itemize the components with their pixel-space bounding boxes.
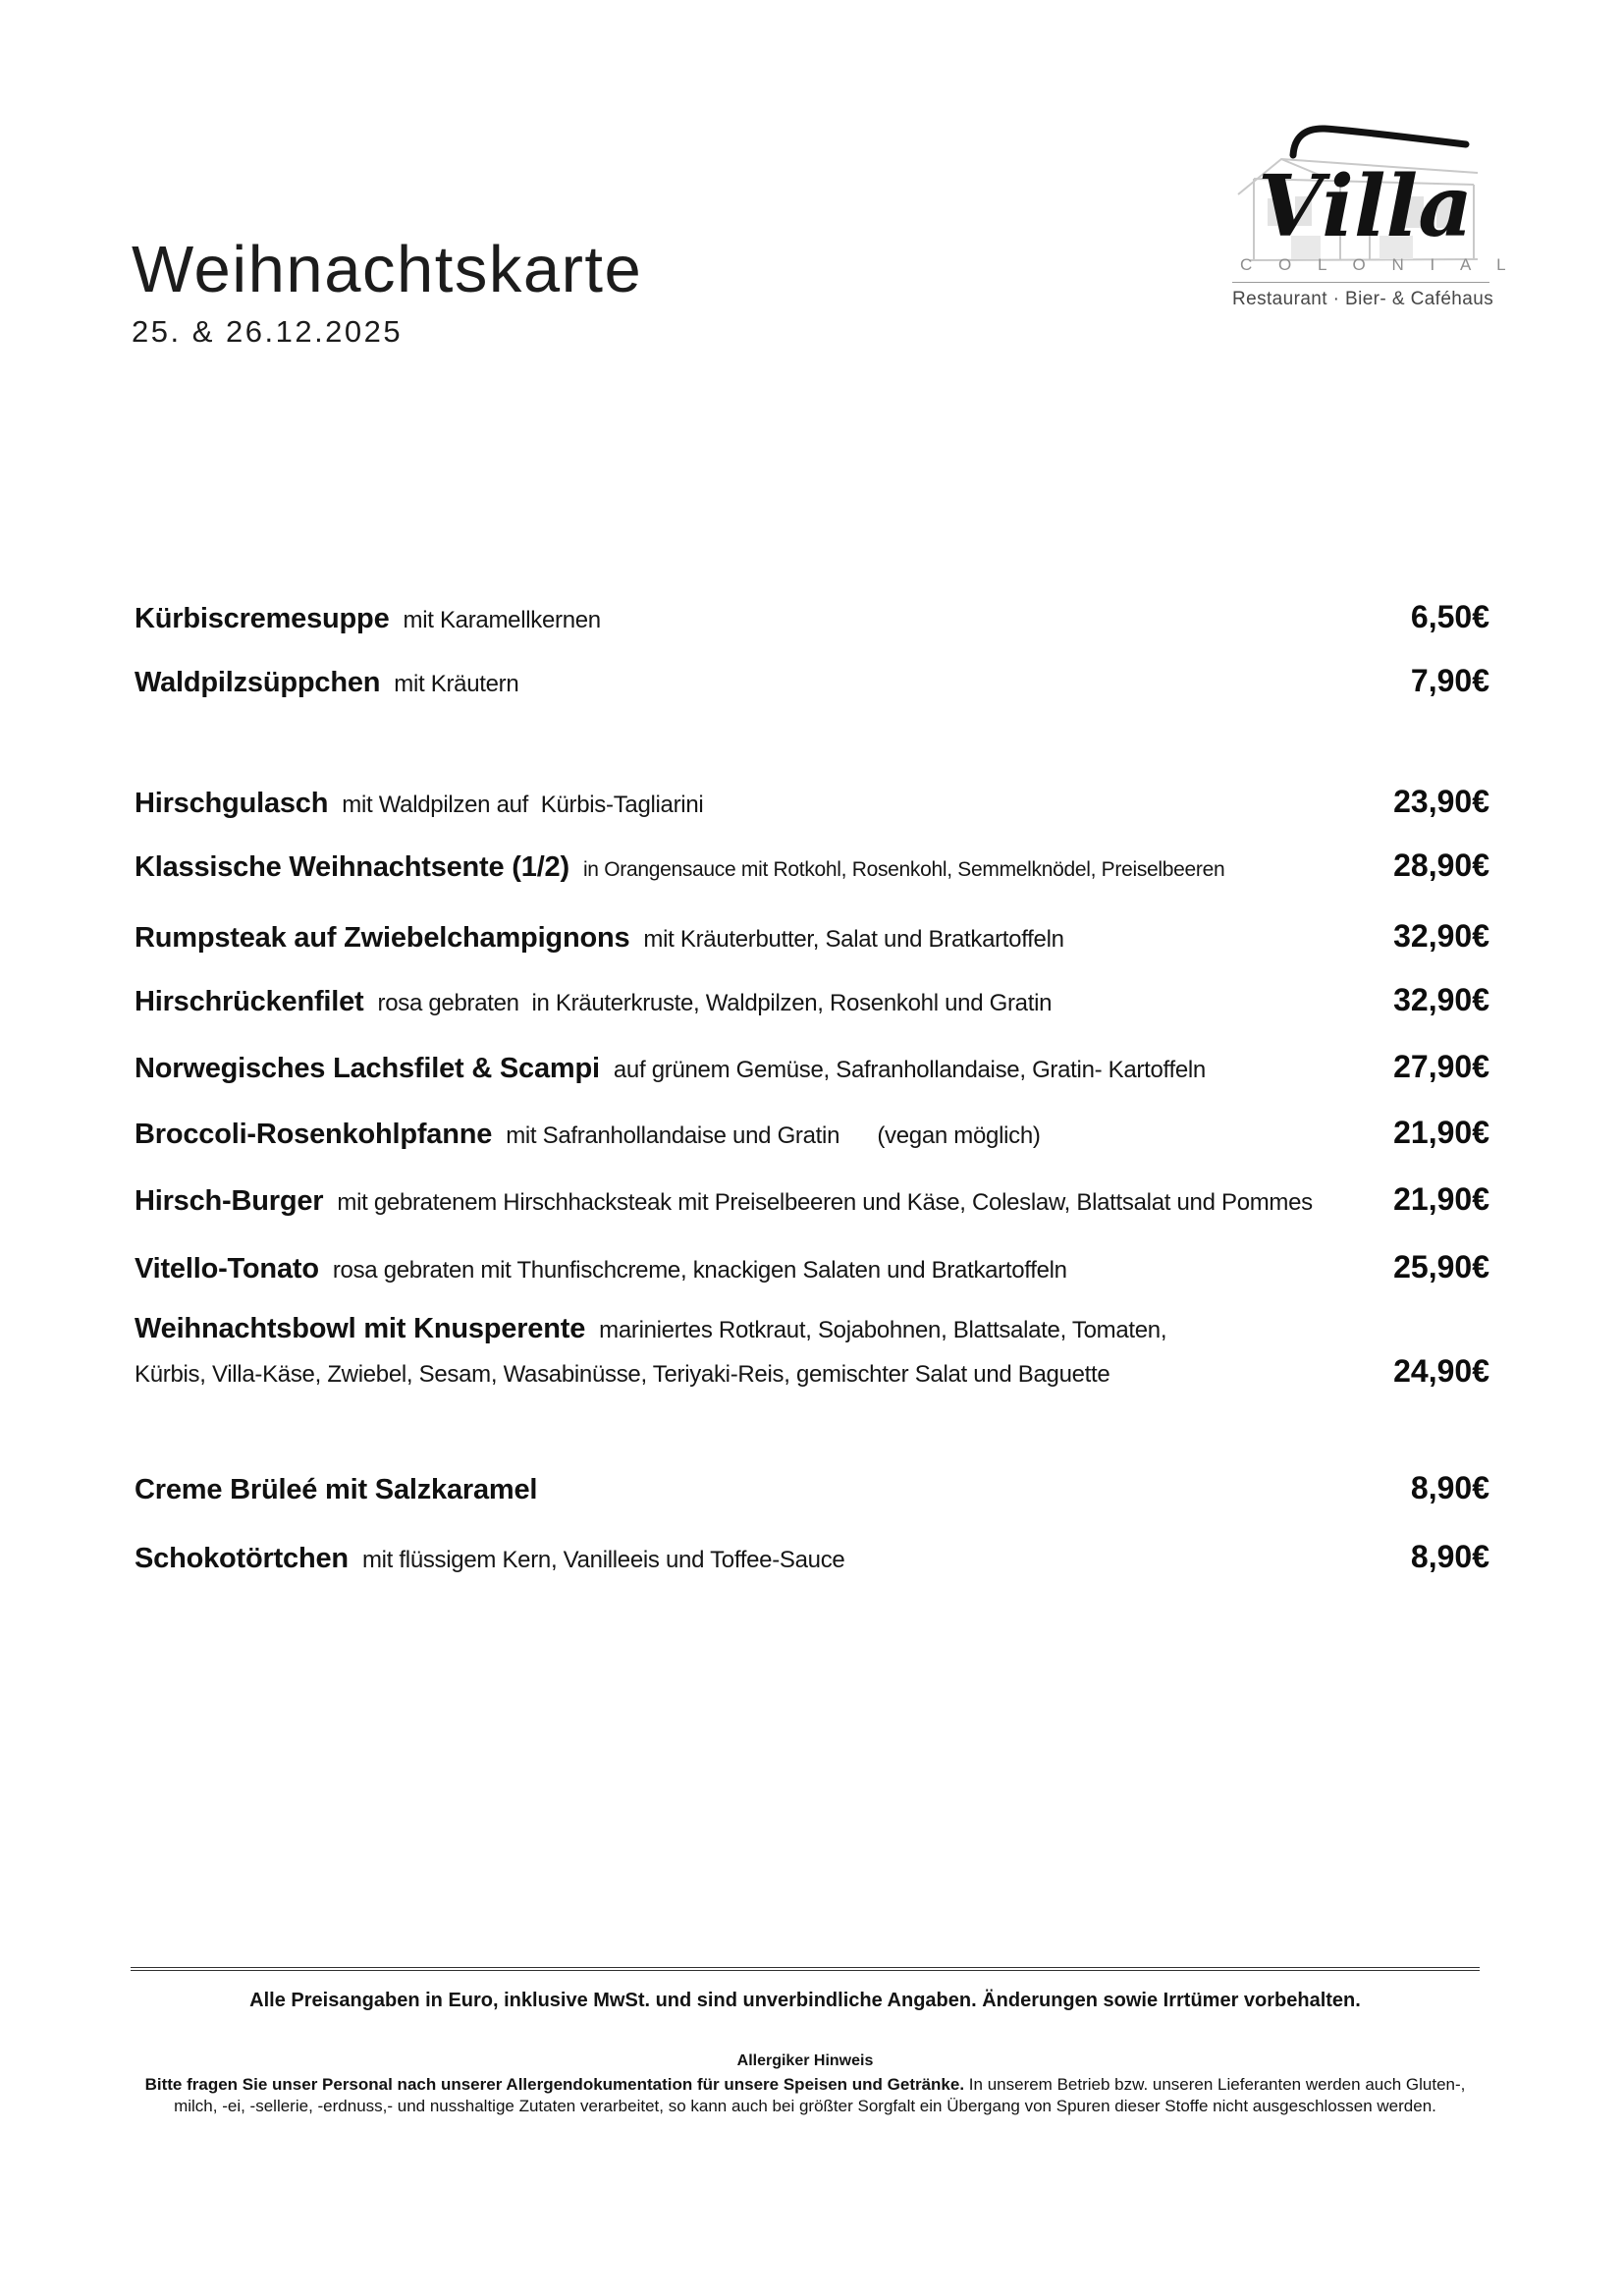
item-price: 23,90€ bbox=[1393, 784, 1489, 819]
item-name: Broccoli-Rosenkohlpfanne bbox=[135, 1119, 493, 1150]
menu-row-main-7 bbox=[135, 1181, 1489, 1218]
logo-swash-icon bbox=[1293, 129, 1466, 155]
allergy-text bbox=[131, 2074, 1480, 2118]
footer-divider bbox=[131, 1967, 1480, 1971]
menu-row-main-3 bbox=[135, 918, 1489, 955]
logo-villa-script: Villa bbox=[1258, 157, 1473, 256]
item-name: Waldpilzsüppchen bbox=[135, 667, 381, 698]
item-price: 8,90€ bbox=[1410, 1539, 1489, 1574]
item-name: Weihnachtsbowl mit Knusperente bbox=[135, 1313, 586, 1344]
menu-row-soup-1 bbox=[135, 599, 1489, 635]
item-name: Norwegisches Lachsfilet & Scampi bbox=[135, 1053, 600, 1084]
item-name: Rumpsteak auf Zwiebelchampignons bbox=[135, 922, 630, 954]
item-desc: rosa gebraten in Kräuterkruste, Waldpilzen, Rosenkohl und Gratin bbox=[377, 990, 1053, 1016]
item-desc: mit Kräutern bbox=[394, 671, 519, 697]
menu-row-main-9-line2 bbox=[135, 1353, 1489, 1390]
item-name: Kürbiscremesuppe bbox=[135, 603, 390, 634]
item-desc: mariniertes Rotkraut, Sojabohnen, Blattsalate, Tomaten, bbox=[599, 1317, 1167, 1343]
item-price: 21,90€ bbox=[1393, 1181, 1489, 1217]
item-name: Schokotörtchen bbox=[135, 1543, 349, 1574]
item-desc: mit Waldpilzen auf Kürbis-Tagliarini bbox=[342, 792, 704, 818]
logo-tagline: Restaurant · Bier- & Caféhaus bbox=[1232, 289, 1494, 309]
item-desc: rosa gebraten mit Thunfischcreme, knackigen Salaten und Bratkartoffeln bbox=[332, 1257, 1067, 1284]
item-name: Vitello-Tonato bbox=[135, 1253, 319, 1285]
menu-row-main-4 bbox=[135, 982, 1489, 1018]
item-price: 32,90€ bbox=[1393, 982, 1489, 1017]
item-desc: in Orangensauce mit Rotkohl, Rosenkohl, Semmelknödel, Preiselbeeren bbox=[582, 858, 1225, 881]
item-price: 27,90€ bbox=[1393, 1049, 1489, 1084]
title-block bbox=[132, 233, 643, 350]
price-note: Alle Preisangaben in Euro, inklusive MwSt. und sind unverbindliche Angaben. Änderungen sowie Irrtümer vorbehalten. bbox=[249, 1990, 1361, 2011]
item-name: Hirsch-Burger bbox=[135, 1185, 324, 1217]
page-date: 25. & 26.12.2025 bbox=[132, 314, 404, 350]
item-name: Klassische Weihnachtsente (1/2) bbox=[135, 851, 569, 883]
allergy-text-bold: Bitte fragen Sie unser Personal nach unserer Allergendokumentation für unsere Speisen und Getränke. bbox=[144, 2075, 965, 2094]
allergy-title: Allergiker Hinweis bbox=[736, 2052, 874, 2069]
item-name: Creme Brüleé mit Salzkaramel bbox=[135, 1474, 538, 1505]
menu-row-dessert-2 bbox=[135, 1539, 1489, 1575]
item-desc: mit Safranhollandaise und Gratin (vegan möglich) bbox=[506, 1122, 1041, 1149]
item-price: 28,90€ bbox=[1393, 847, 1489, 883]
item-price: 21,90€ bbox=[1393, 1115, 1489, 1150]
menu-row-dessert-1 bbox=[135, 1470, 1489, 1506]
logo-colonial-text: C O L O N I A L bbox=[1240, 255, 1517, 274]
item-price: 25,90€ bbox=[1393, 1249, 1489, 1285]
villa-logo-graphic bbox=[1232, 116, 1489, 265]
item-desc-continued: Kürbis, Villa-Käse, Zwiebel, Sesam, Wasabinüsse, Teriyaki-Reis, gemischter Salat und Baguette bbox=[135, 1361, 1110, 1388]
item-desc: auf grünem Gemüse, Safranhollandaise, Gratin- Kartoffeln bbox=[613, 1057, 1206, 1083]
item-name: Hirschrückenfilet bbox=[135, 986, 364, 1017]
menu-row-main-2 bbox=[135, 847, 1489, 884]
menu-row-main-9-line1 bbox=[135, 1313, 1489, 1345]
restaurant-logo bbox=[1232, 116, 1517, 310]
item-desc: mit flüssigem Kern, Vanilleeis und Toffee-Sauce bbox=[361, 1547, 845, 1573]
item-price: 24,90€ bbox=[1393, 1353, 1489, 1389]
menu-row-main-5 bbox=[135, 1049, 1489, 1085]
item-price: 6,50€ bbox=[1410, 599, 1489, 634]
item-desc: mit Karamellkernen bbox=[403, 607, 601, 633]
item-name: Hirschgulasch bbox=[135, 788, 329, 819]
menu-row-soup-2 bbox=[135, 663, 1489, 699]
menu-row-main-8 bbox=[135, 1249, 1489, 1285]
item-price: 8,90€ bbox=[1410, 1470, 1489, 1505]
item-desc: mit gebratenem Hirschhacksteak mit Preiselbeeren und Käse, Coleslaw, Blattsalat und Pommes bbox=[337, 1189, 1313, 1216]
item-price: 7,90€ bbox=[1410, 663, 1489, 698]
menu-row-main-1 bbox=[135, 784, 1489, 820]
item-desc: mit Kräuterbutter, Salat und Bratkartoffeln bbox=[643, 926, 1064, 953]
page-title: Weihnachtskarte bbox=[132, 233, 643, 306]
allergy-text-rest: In unserem Betrieb bzw. unseren Lieferanten werden auch Gluten-, milch, -ei, -sellerie, -erdnuss,- und nusshaltige Zutaten verarbeitet, so kann auch bei größter Sorgfalt ein Übergang von Spuren dieser Stoffe nicht ausgeschlossen werden. bbox=[174, 2075, 1466, 2116]
logo-divider bbox=[1232, 282, 1489, 283]
menu-row-main-6 bbox=[135, 1115, 1489, 1151]
item-price: 32,90€ bbox=[1393, 918, 1489, 954]
